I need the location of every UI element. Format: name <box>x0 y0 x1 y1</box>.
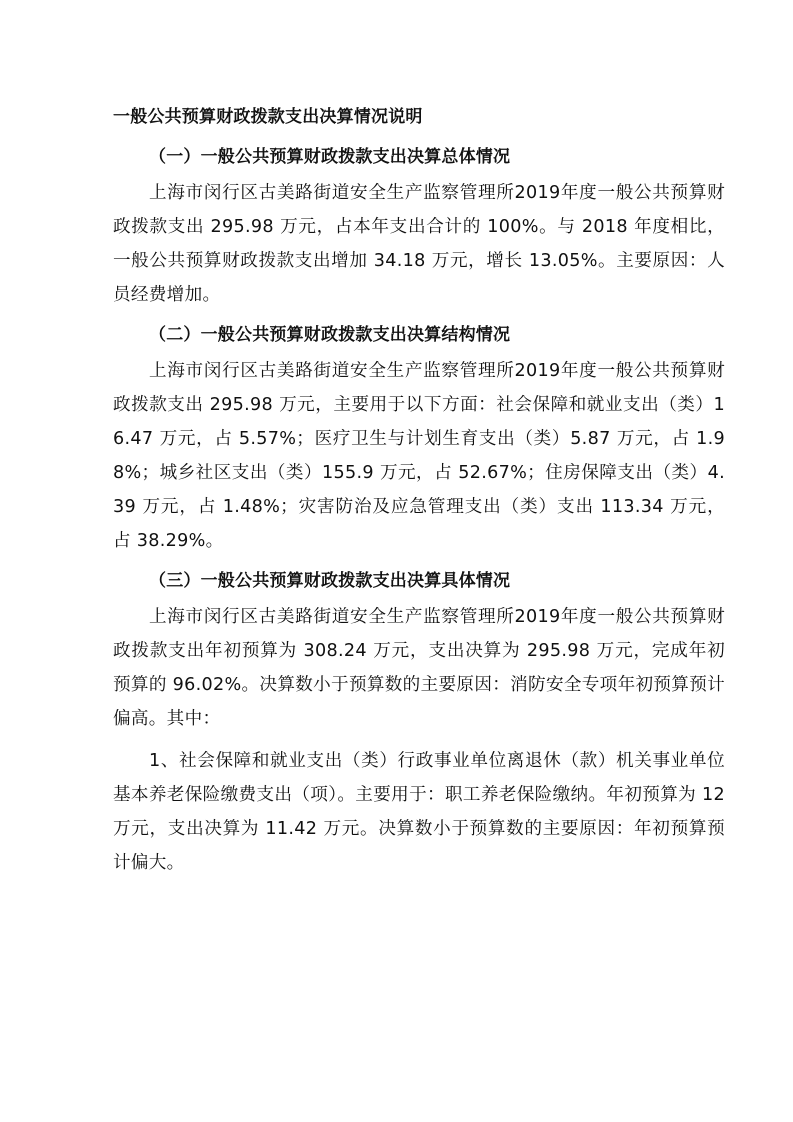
section-heading-details: （三）一般公共预算财政拨款支出决算具体情况 <box>149 571 511 591</box>
section-heading-structure: （二）一般公共预算财政拨款支出决算结构情况 <box>149 325 511 345</box>
section-paragraph-overall: 上海市闵行区古美路街道安全生产监察管理所2019年度一般公共预算财政拨款支出 295.98 万元，占本年支出合计的 100%。与 2018 年度相比，一般公共预算财政拨款支出增加 34.18 万元，增长 13.05%。主要原因：人员经费增加。 <box>113 183 725 305</box>
document-title: 一般公共预算财政拨款支出决算情况说明 <box>113 107 423 127</box>
detail-item-1: 1、社会保障和就业支出（类）行政事业单位离退休（款）机关事业单位基本养老保险缴费支出（项）。主要用于：职工养老保险缴纳。年初预算为 12 万元，支出决算为 11.42 万元。决算数小于预算数的主要原因：年初预算预计偏大。 <box>113 751 725 873</box>
section-paragraph-structure: 上海市闵行区古美路街道安全生产监察管理所2019年度一般公共预算财政拨款支出 295.98 万元，主要用于以下方面：社会保障和就业支出（类）16.47 万元，占 5.57%；医疗卫生与计划生育支出（类）5.87 万元，占 1.98%；城乡社区支出（类）155.9 万元，占 52.67%；住房保障支出（类）4.39 万元，占 1.48%；灾害防治及应急管理支出（类）支出 113.34 万元，占 38.29%。 <box>113 361 725 551</box>
section-paragraph-details: 上海市闵行区古美路街道安全生产监察管理所2019年度一般公共预算财政拨款支出年初预算为 308.24 万元，支出决算为 295.98 万元，完成年初预算的 96.02%。决算数小于预算数的主要原因：消防安全专项年初预算预计偏高。其中： <box>113 607 725 729</box>
section-heading-overall: （一）一般公共预算财政拨款支出决算总体情况 <box>149 147 511 167</box>
document-page <box>113 102 725 888</box>
